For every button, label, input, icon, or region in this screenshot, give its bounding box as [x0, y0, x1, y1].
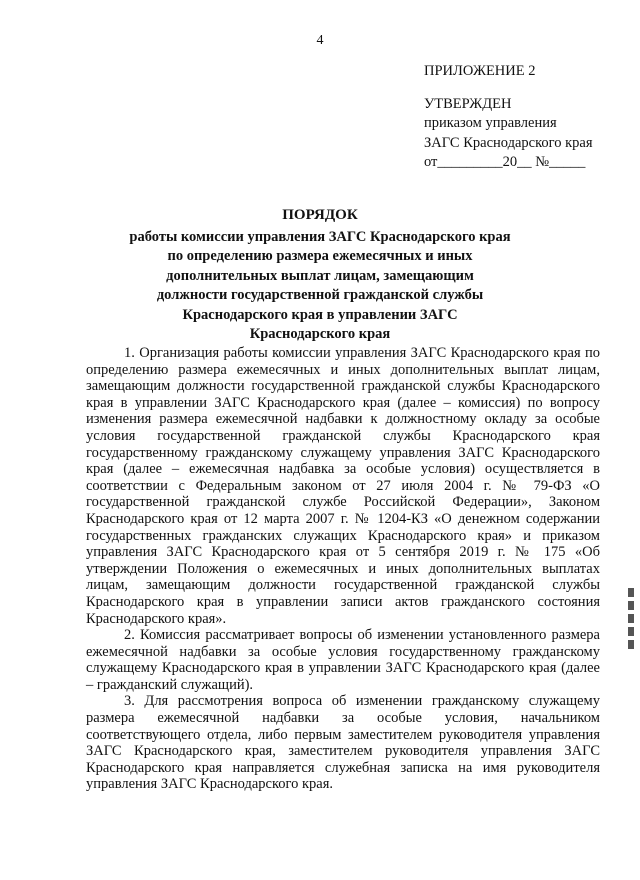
title-line: должности государственной гражданской службы	[156, 287, 484, 303]
paragraph-3: 3. Для рассмотрения вопроса об изменении гражданскому служащему размера ежемесячной надбавки за особые условия, начальником соответствующего отдела, либо первым заместителем руководителя управления ЗАГС Краснодарского края, заместителем руководителя управления ЗАГС Краснодарского края направляется служебная записка на имя руководителя управления ЗАГС Краснодарского края.	[86, 693, 600, 793]
title-line: по определению размера ежемесячных и иных	[167, 248, 473, 264]
appendix-label: ПРИЛОЖЕНИЕ 2	[424, 63, 536, 79]
document-body	[86, 345, 600, 793]
document-title	[80, 206, 560, 345]
order-date-line: от_________20__ №_____	[424, 154, 586, 170]
title-main: ПОРЯДОК	[282, 207, 358, 223]
paragraph-1: 1. Организация работы комиссии управления ЗАГС Краснодарского края по определению размера ежемесячных и иных дополнительных выплат лицам, замещающим должности государственной гражданской службы Краснодарского края в управлении ЗАГС Краснодарского края (далее – комиссия) по вопросу изменения размера ежемесячной надбавки к должностному окладу за особые условия государственной гражданской службы Краснодарского края государственному гражданскому служащему управления ЗАГС Краснодарского края (далее – ежемесячная надбавка за особые условия) осуществляется в соответствии с Федеральным законом от 27 июля 2004 г. № 79-ФЗ «О государственной гражданской службе Российской Федерации», Законом Краснодарского края от 12 марта 2007 г. № 1204-КЗ «О денежном содержании государственных гражданских служащих Краснодарского края» и приказом управления ЗАГС Краснодарского края от 5 сентября 2019 г. № 175 «Об утверждении Положения о ежемесячных и иных дополнительных выплатах лицам, замещающим должности государственной гражданской службы Краснодарского края в управлении записи актов гражданского состояния Краснодарского края».	[86, 345, 600, 627]
title-line: работы комиссии управления ЗАГС Краснодарского края	[129, 228, 511, 245]
page-number: 4	[316, 33, 324, 48]
title-line: дополнительных выплат лицам, замещающим	[166, 267, 474, 284]
scan-edge-mark	[628, 588, 636, 658]
paragraph-2: 2. Комиссия рассматривает вопросы об изменении установленного размера ежемесячной надбавки за особые условия государственному гражданскому служащему Краснодарского края в управлении ЗАГС Краснодарского края (далее – гражданский служащий).	[86, 627, 600, 693]
order-line-1: приказом управления	[424, 115, 557, 131]
order-line-2: ЗАГС Краснодарского края	[424, 134, 593, 151]
title-line: Краснодарского края	[249, 326, 391, 342]
approved-label: УТВЕРЖДЕН	[424, 95, 512, 112]
approval-block	[424, 62, 624, 173]
title-line: Краснодарского края в управлении ЗАГС	[182, 306, 458, 323]
